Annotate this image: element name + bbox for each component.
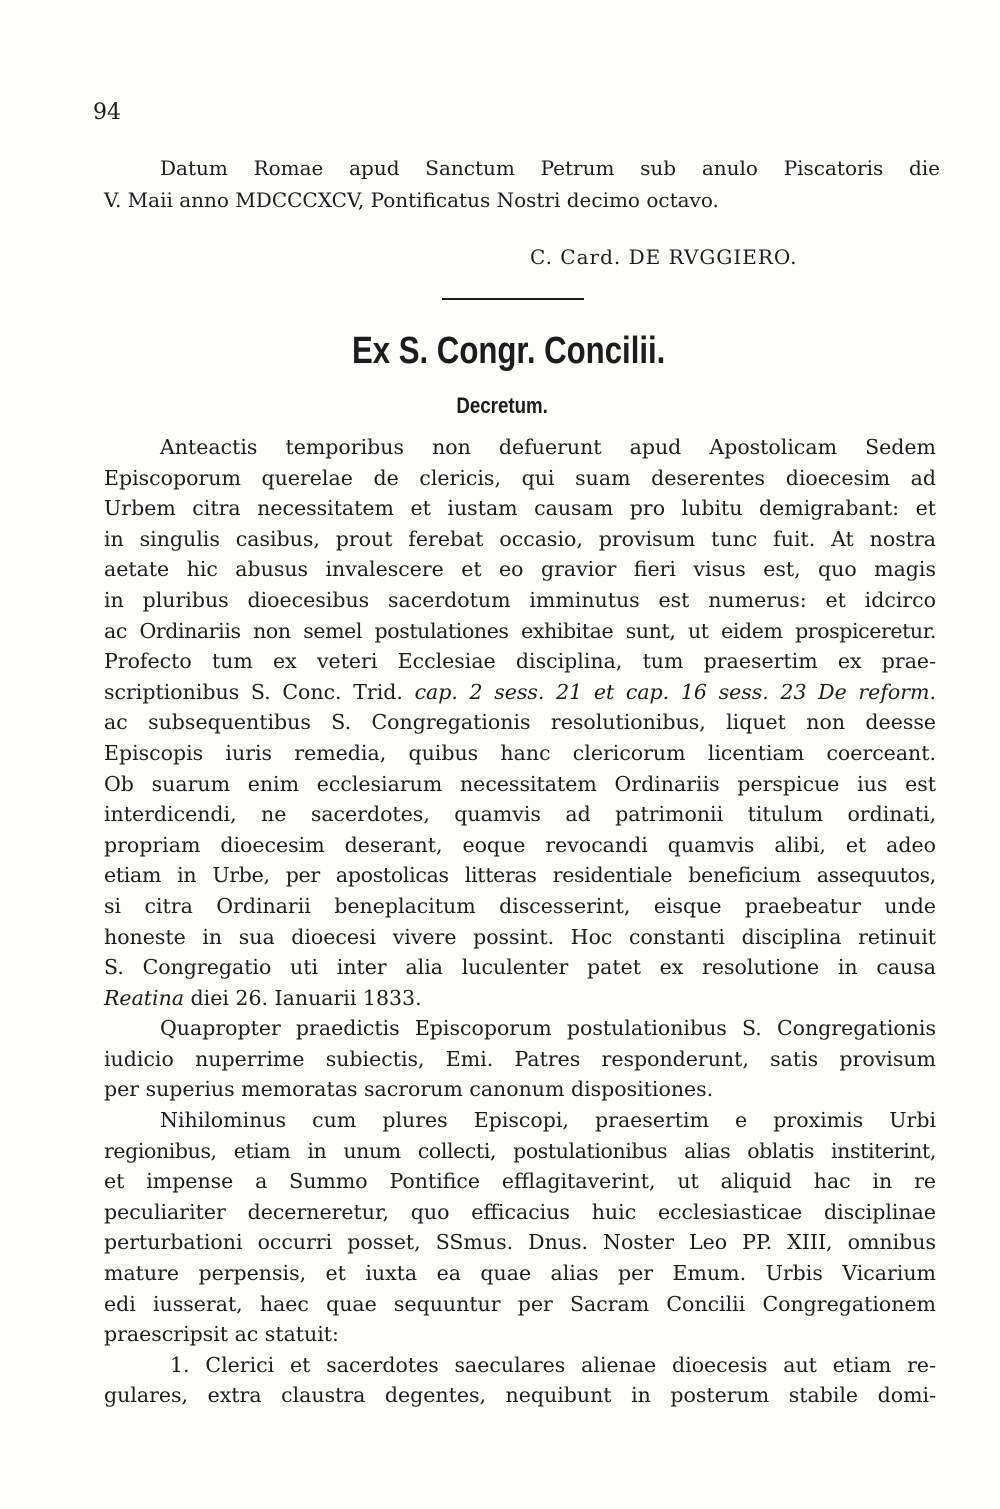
section-heading: Ex S. Congr. Concilii. [351,330,666,372]
paragraph-3 [104,1105,936,1350]
text-line: etiam in Urbe, per apostolicas litteras residentiale beneficium assequutos, [104,863,936,888]
paragraph-2 [104,1013,936,1105]
text-line: 1. Clerici et sacerdotes saeculares alienae dioecesis aut etiam re- [170,1352,936,1377]
text-fragment: scriptionibus S. Conc. Trid. [104,679,403,704]
text-line: in singulis casibus, prout ferebat occasio, provisum tunc fuit. At nostra [104,526,936,551]
text-line: Ob suarum enim ecclesiarum necessitatem Ordinariis perspicue ius est [104,771,936,796]
text-line: iudicio nuperrime subiectis, Emi. Patres responderunt, satis provisum [104,1046,936,1071]
section-divider [442,298,584,300]
paragraph-4 [104,1350,936,1411]
decree-text [104,432,936,1411]
text-line: praescripsit ac statuit: [104,1322,339,1347]
text-line: Nihilominus cum plures Episcopi, praesertim e proximis Urbi [160,1108,936,1133]
dating-line-2: V. Maii anno MDCCCXCV, Pontificatus Nostri decimo octavo. [104,188,719,212]
paragraph-1 [104,432,936,1013]
text-line: in pluribus dioecesibus sacerdotum imminutus est numerus: et idcirco [104,587,936,612]
dating-line-1: Datum Romae apud Sanctum Petrum sub anulo Piscatoris die [160,156,940,180]
text-line: mature perpensis, et iuxta ea quae alias per Emum. Urbis Vicarium [104,1261,936,1286]
text-line: ac subsequentibus S. Congregationis resolutionibus, liquet non deesse [104,710,936,735]
text-line: Episcopis iuris remedia, quibus hanc clericorum licentiam coerceant. [104,740,936,765]
place-name: Reatina [104,985,185,1010]
text-line: Episcoporum querelae de clericis, qui suam deserentes dioecesim ad [104,465,936,490]
dating-clause [104,152,940,216]
text-line [104,677,936,708]
section-subheading: Decretum. [456,393,548,418]
text-line: et impense a Summo Pontifice efflagitaverint, ut aliquid hac in re [104,1169,936,1194]
text-line: Profecto tum ex veteri Ecclesiae disciplina, tum praesertim ex prae- [104,649,936,674]
text-line: interdicendi, ne sacerdotes, quamvis ad patrimonii titulum ordinati, [104,802,936,827]
signature: C. Card. DE RVGGIERO. [530,245,798,269]
text-line: Anteactis temporibus non defuerunt apud Apostolicam Sedem [160,435,936,459]
text-line: aetate hic abusus invalescere et eo gravior fieri visus est, quo magis [104,557,936,582]
text-line: perturbationi occurri posset, SSmus. Dnus. Noster Leo PP. XIII, omnibus [104,1230,936,1255]
text-line: regionibus, etiam in unum collecti, postulationibus alias oblatis institerint, [104,1138,936,1163]
text-line [104,983,936,1014]
citation: cap. 2 sess. 21 et cap. 16 sess. 23 De reform. [414,679,936,704]
text-line: ac Ordinariis non semel postulationes exhibitae sunt, ut eidem prospiceretur. [104,618,936,643]
text-line: honeste in sua dioecesi vivere possint. Hoc constanti disciplina retinuit [104,924,936,949]
text-line: propriam dioecesim deserant, eoque revocandi quamvis alibi, et adeo [104,832,936,857]
text-fragment: diei 26. Ianuarii 1833. [190,985,422,1010]
text-line: S. Congregatio uti inter alia luculenter patet ex resolutione in causa [104,955,936,980]
text-line: per superius memoratas sacrorum canonum dispositiones. [104,1077,714,1102]
text-line: peculiariter decerneretur, quo efficacius huic ecclesiasticae disciplinae [104,1199,936,1224]
text-line: edi iusserat, haec quae sequuntur per Sacram Concilii Congregationem [104,1291,936,1316]
text-line: Quapropter praedictis Episcoporum postulationibus S. Congregationis [160,1016,936,1041]
text-line: Urbem citra necessitatem et iustam causam pro lubitu demigrabant: et [104,496,936,521]
text-line: si citra Ordinarii beneplacitum discesserint, eisque praebeatur unde [104,893,936,918]
page-number: 94 [93,100,121,125]
text-line: gulares, extra claustra degentes, nequibunt in posterum stabile domi- [104,1383,936,1408]
